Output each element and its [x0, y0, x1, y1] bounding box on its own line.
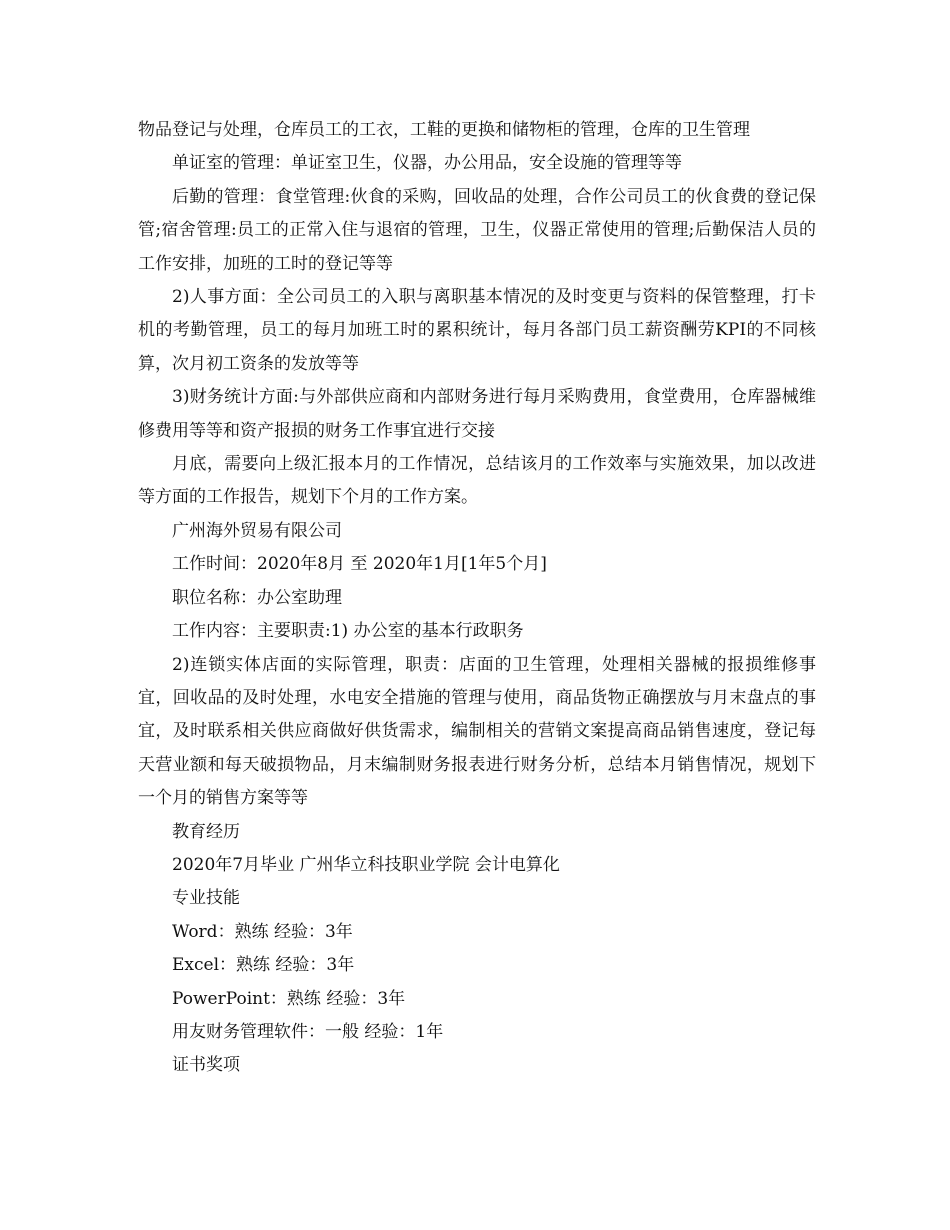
section-heading-education: 教育经历: [172, 821, 240, 842]
paragraph-finance: 3)财务统计方面:与外部供应商和内部财务进行每月采购费用，食堂费用，仓库器械维修费用等等和资产报损的财务工作事宜进行交接: [138, 387, 816, 441]
document-body: [138, 114, 816, 1083]
skill-yonyou-finance: 用友财务管理软件：一般 经验：1年: [172, 1021, 444, 1042]
skill-excel: Excel：熟练 经验：3年: [172, 955, 355, 976]
job-title: 职位名称：办公室助理: [172, 587, 342, 608]
section-heading-certificates: 证书奖项: [172, 1055, 240, 1076]
skill-word: Word：熟练 经验：3年: [172, 921, 353, 942]
paragraph-monthly-report: 月底，需要向上级汇报本月的工作情况，总结该月的工作效率与实施效果，加以改进等方面的工作报告，规划下个月的工作方案。: [138, 454, 816, 508]
paragraph-document-room: 单证室的管理：单证室卫生，仪器，办公用品，安全设施的管理等等: [172, 153, 682, 174]
company-name: 广州海外贸易有限公司: [172, 520, 342, 541]
paragraph-store-management: 2)连锁实体店面的实际管理，职责：店面的卫生管理，处理相关器械的报损维修事宜，回收品的及时处理，水电安全措施的管理与使用，商品货物正确摆放与月末盘点的事宜，及时联系相关供应商做好供货需求，编制相关的营销文案提高商品销售速度，登记每天营业额和每天破损物品，月末编制财务报表进行财务分析，总结本月销售情况，规划下一个月的销售方案等等: [138, 654, 816, 809]
paragraph-hr: 2)人事方面：全公司员工的入职与离职基本情况的及时变更与资料的保管整理，打卡机的考勤管理，员工的每月加班工时的累积统计，每月各部门员工薪资酬劳KPI的不同核算，次月初工资条的发放等等: [138, 287, 816, 374]
job-content: 工作内容：主要职责:1) 办公室的基本行政职务: [172, 621, 524, 642]
education-entry: 2020年7月毕业 广州华立科技职业学院 会计电算化: [172, 854, 560, 875]
paragraph-logistics: 后勤的管理：食堂管理:伙食的采购，回收品的处理，合作公司员工的伙食费的登记保管;宿舍管理:员工的正常入住与退宿的管理，卫生，仪器正常使用的管理;后勤保洁人员的工作安排，加班的工时的登记等等: [138, 186, 816, 274]
skill-powerpoint: PowerPoint：熟练 经验：3年: [172, 988, 406, 1009]
section-heading-skills: 专业技能: [172, 888, 240, 909]
work-period: 工作时间：2020年8月 至 2020年1月[1年5个月]: [172, 554, 547, 575]
paragraph-warehouse-items: 物品登记与处理，仓库员工的工衣，工鞋的更换和储物柜的管理，仓库的卫生管理: [138, 120, 750, 140]
